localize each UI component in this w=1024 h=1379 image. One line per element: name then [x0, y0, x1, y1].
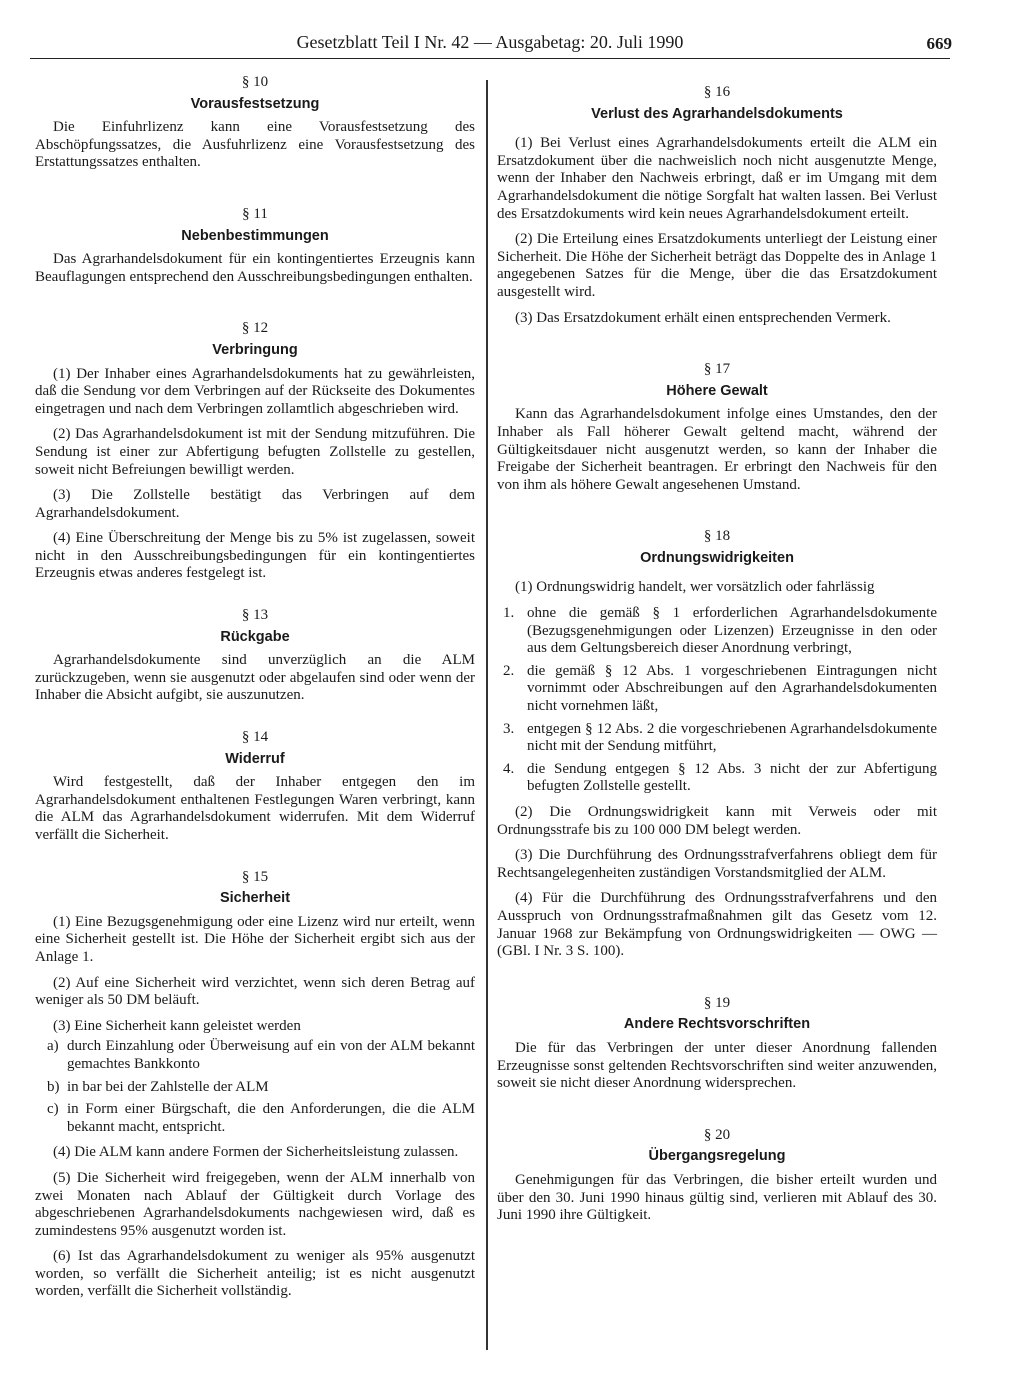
- section-number: § 11: [242, 205, 268, 222]
- list-item: [35, 1038, 475, 1073]
- section-title: Rückgabe: [220, 628, 290, 645]
- section-number: § 19: [703, 994, 731, 1011]
- list-label: 1.: [503, 605, 515, 622]
- paragraph: (3) Die Durchführung des Ordnungsstrafverfahrens obliegt dem für Rechtsangelegenheiten zuständigen Vorstandsmitglied der ALM.: [497, 847, 937, 881]
- paragraph: Wird festgestellt, daß der Inhaber entgegen den im Agrarhandelsdokument enthaltenen Festlegungen Waren verbringt, kann die ALM das Agrarhandelsdokument widerrufen. Mit dem Widerruf verfällt die Sicherheit.: [35, 774, 475, 843]
- section-16: [497, 84, 937, 327]
- section-18: [497, 528, 937, 960]
- paragraph: Das Agrarhandelsdokument für ein kontingentiertes Erzeugnis kann Beauflagungen entsprechend den Ausschreibungsbedingungen enthalten.: [35, 251, 475, 285]
- paragraph: Kann das Agrarhandelsdokument infolge eines Umstandes, den der Inhaber als Fall höherer Gewalt geltend macht, während der Gültigkeitsdauer nicht ausgenutzt werden, so kann der Inhaber die Freigabe der Sicherheit beantragen. Er erbringt den Nachweis für den von ihm als höhere Gewalt angesehenen Umstand.: [497, 406, 937, 493]
- section-number: § 18: [703, 528, 731, 545]
- paragraph: (1) Ordnungswidrig handelt, wer vorsätzlich oder fahrlässig: [515, 579, 875, 596]
- page-number: 669: [926, 34, 952, 53]
- page-header: [30, 32, 950, 59]
- section-title: Verbringung: [212, 341, 298, 358]
- paragraph: (3) Das Ersatzdokument erhält einen entsprechenden Vermerk.: [515, 309, 891, 326]
- section-number: § 16: [703, 84, 731, 100]
- column-divider: [486, 80, 488, 1350]
- paragraph: (3) Die Zollstelle bestätigt das Verbringen auf dem Agrarhandelsdokument.: [35, 487, 475, 521]
- section-title: Sicherheit: [219, 890, 291, 907]
- list-text: die gemäß § 12 Abs. 1 vorgeschriebenen Eintragungen nicht vornimmt oder Abschreibungen auf den Agrarhandelsdokumenten nicht vornehmen läßt,: [527, 662, 937, 715]
- list-text: in bar bei der Zahlstelle der ALM: [67, 1078, 269, 1095]
- list-label: 2.: [503, 662, 515, 679]
- numbered-list: [497, 605, 937, 796]
- section-title: Höhere Gewalt: [666, 382, 768, 399]
- list-text: die Sendung entgegen § 12 Abs. 3 nicht der zur Abfertigung befugten Zollstelle gestellt.: [527, 760, 937, 795]
- right-column: [497, 84, 937, 1233]
- section-number: § 12: [241, 320, 269, 337]
- list-text: durch Einzahlung oder Überweisung auf ein von der ALM bekannt gemachtes Bankkonto: [67, 1038, 475, 1072]
- paragraph: (1) Eine Bezugsgenehmigung oder eine Lizenz wird nur erteilt, wenn eine Sicherheit gestellt ist. Die Höhe der Sicherheit ergibt sich aus der Anlage 1.: [35, 913, 475, 965]
- section-17: [497, 361, 937, 494]
- list-item: [35, 1079, 475, 1097]
- paragraph: Genehmigungen für das Verbringen, die bisher erteilt wurden und über den 30. Juni 1990 hinaus gültig sind, verlieren mit Ablauf des 30. Juni 1990 ihre Gültigkeit.: [497, 1171, 937, 1224]
- list-item: [35, 1101, 475, 1136]
- list-label: 3.: [503, 720, 515, 737]
- section-number: § 13: [241, 607, 269, 624]
- list-label: a): [47, 1038, 59, 1055]
- left-column: [35, 74, 475, 1309]
- paragraph: (4) Die ALM kann andere Formen der Sicherheitsleistung zulassen.: [53, 1144, 459, 1161]
- paragraph: (3) Eine Sicherheit kann geleistet werden: [53, 1017, 301, 1034]
- section-14: [35, 729, 475, 845]
- paragraph: (4) Für die Durchführung des Ordnungsstrafverfahrens und den Ausspruch von Ordnungsstrafmaßnahmen gilt das Gesetz vom 12. Januar 1968 zur Bekämpfung von Ordnungswidrigkeiten — OWG — (GBl. I Nr. 3 S. 100).: [497, 890, 937, 960]
- paragraph: Die Einfuhrlizenz kann eine Vorausfestsetzung des Abschöpfungssatzes, die Ausfuhrlizenz eine Vorausfestsetzung des Erstattungssatzes enthalten.: [35, 119, 475, 171]
- list-label: c): [47, 1101, 59, 1118]
- paragraph: (1) Der Inhaber eines Agrarhandelsdokuments hat zu gewährleisten, daß die Sendung vor dem Verbringen auf der Rückseite des Dokumentes eingetragen und nach dem Verbringen zollamtlich abgeschrieben wird.: [35, 365, 475, 417]
- section-number: § 14: [241, 729, 269, 746]
- list-item: [497, 721, 937, 756]
- paragraph: Die für das Verbringen der unter dieser Anordnung fallenden Erzeugnisse sonst geltenden Rechtsvorschriften sind weiter anzuwenden, soweit sie nicht dieser Anordnung widersprechen.: [497, 1039, 937, 1092]
- list-item: [497, 663, 937, 716]
- section-11: [35, 206, 475, 286]
- section-title: Ordnungswidrigkeiten: [640, 549, 794, 566]
- section-title: Vorausfestsetzung: [190, 95, 320, 112]
- paragraph: (6) Ist das Agrarhandelsdokument zu weniger als 95% ausgenutzt worden, so verfällt die Sicherheit anteilig; ist es nicht ausgenutzt worden, verfällt die Sicherheit vollständig.: [35, 1248, 475, 1300]
- section-title: Andere Rechtsvorschriften: [623, 1016, 811, 1033]
- paragraph: (5) Die Sicherheit wird freigegeben, wenn der ALM innerhalb von zwei Monaten nach Ablauf der Gültigkeit durch Vorlage des abgeschriebenen Agrarhandelsdokuments nachgewiesen wird, daß es zumindestens 95% ausgenutzt worden ist.: [35, 1169, 475, 1239]
- paragraph: (4) Eine Überschreitung der Menge bis zu 5% ist zugelassen, soweit nicht in den Ausschreibungsbedingungen für ein kontingentiertes Erzeugnis etwas anderes festgelegt ist.: [35, 530, 475, 582]
- section-13: [35, 607, 475, 705]
- paragraph: (1) Bei Verlust eines Agrarhandelsdokuments erteilt die ALM ein Ersatzdokument über die nachweislich noch nicht ausgenutzte Menge, wenn der Inhaber den Nachweis erbringt, daß er im Umgang mit dem Agrarhandelsdokument die nötige Sorgfalt hat walten lassen. Bei Verlust des Ersatzdokuments wird kein neues Agrarhandelsdokument erteilt.: [497, 135, 937, 222]
- list-text: entgegen § 12 Abs. 2 die vorgeschriebenen Agrarhandelsdokumente nicht mit der Sendung mitführt,: [527, 720, 937, 755]
- paragraph: (2) Die Ordnungswidrigkeit kann mit Verweis oder mit Ordnungsstrafe bis zu 100 000 DM belegt werden.: [497, 804, 937, 838]
- section-number: § 10: [241, 74, 269, 90]
- section-title: Widerruf: [225, 750, 285, 767]
- section-title: Übergangsregelung: [648, 1148, 786, 1165]
- section-title: Nebenbestimmungen: [181, 227, 329, 244]
- section-number: § 15: [241, 868, 269, 885]
- list-text: in Form einer Bürgschaft, die den Anforderungen, die die ALM bekannt macht, entspricht.: [67, 1101, 475, 1135]
- section-number: § 20: [703, 1126, 731, 1143]
- paragraph: (2) Auf eine Sicherheit wird verzichtet, wenn sich deren Betrag auf weniger als 50 DM beläuft.: [35, 974, 475, 1009]
- section-15: [35, 869, 475, 1301]
- paragraph: (2) Das Agrarhandelsdokument ist mit der Sendung mitzuführen. Die Sendung ist einer zur Abfertigung befugten Zollstelle zu gestellen, soweit nicht Befreiungen bewilligt werden.: [35, 426, 475, 478]
- section-number: § 17: [703, 361, 731, 378]
- list-text: ohne die gemäß § 1 erforderlichen Agrarhandelsdokumente (Bezugsgenehmigungen oder Lizenzen) Erzeugnisse in den oder aus dem Geltungsbereich dieser Anordnung verbringt,: [527, 605, 937, 657]
- section-12: [35, 320, 475, 583]
- paragraph: (2) Die Erteilung eines Ersatzdokuments unterliegt der Leistung einer Sicherheit. Die Höhe der Sicherheit beträgt das Doppelte des in Anlage 1 angegebenen Satzes für die Menge, über die das Ersatzdokument ausgestellt wird.: [497, 231, 937, 300]
- list-label: b): [47, 1078, 60, 1095]
- section-title: Verlust des Agrarhandelsdokuments: [591, 105, 843, 122]
- section-10: [35, 74, 475, 172]
- header-title: Gesetzblatt Teil I Nr. 42 — Ausgabetag: 20. Juli 1990: [296, 32, 684, 52]
- paragraph: Agrarhandelsdokumente sind unverzüglich an die ALM zurückzugeben, wenn sie ausgenutzt oder abgelaufen sind oder wenn der Inhaber die Absicht aufgibt, sie auszunutzen.: [35, 652, 475, 704]
- section-19: [497, 995, 937, 1093]
- section-20: [497, 1127, 937, 1225]
- list-label: 4.: [503, 760, 515, 777]
- list-item: [497, 761, 937, 796]
- list-item: [497, 605, 937, 658]
